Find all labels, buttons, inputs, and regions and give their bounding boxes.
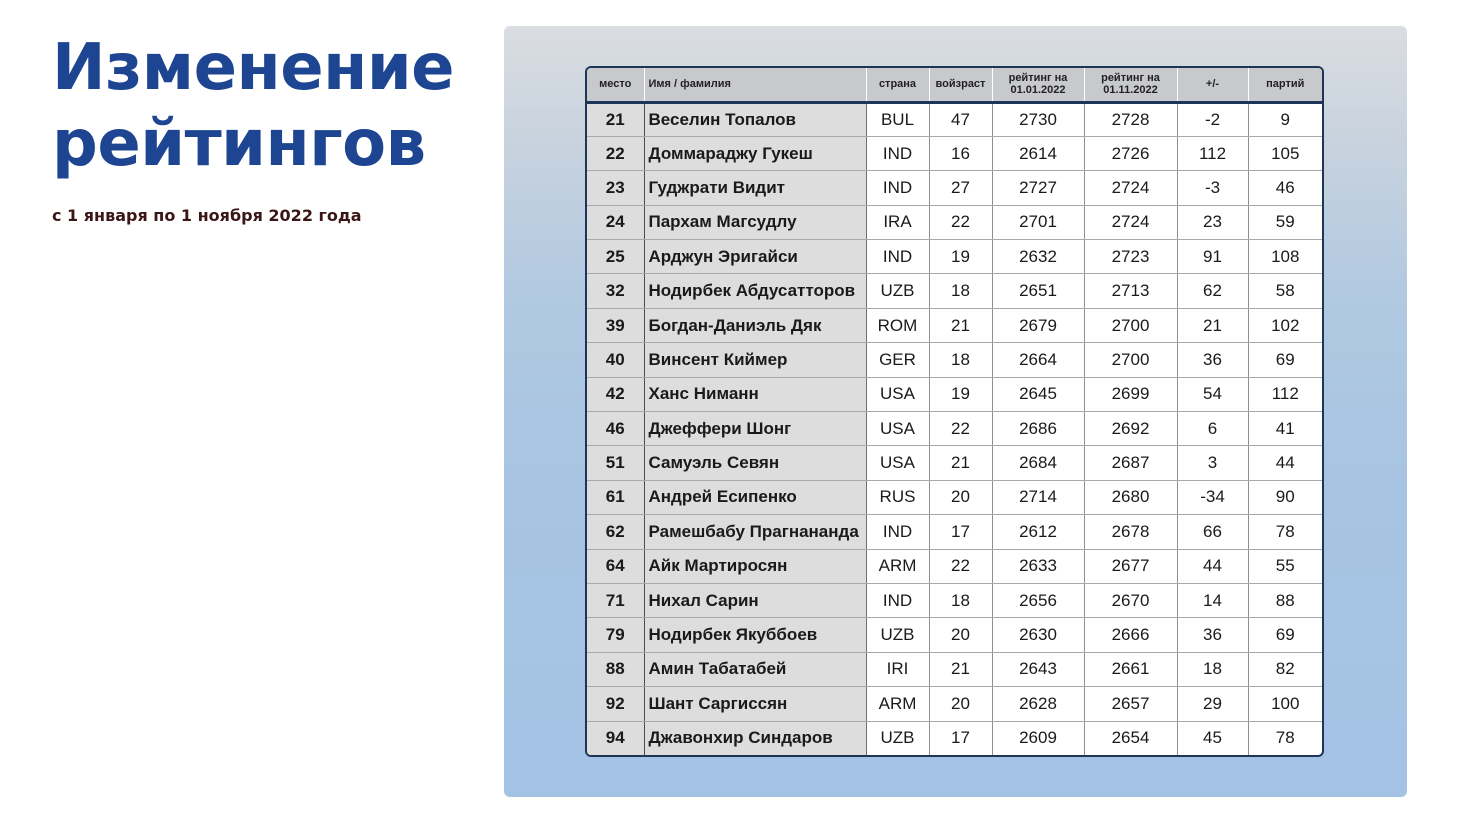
table-row	[587, 687, 1322, 721]
cell-rank: 32	[587, 274, 644, 308]
cell-rank: 39	[587, 308, 644, 342]
cell-games: 59	[1248, 205, 1322, 239]
cell-change: 54	[1177, 377, 1248, 411]
cell-country: IND	[866, 171, 929, 205]
cell-rating-end: 2699	[1084, 377, 1177, 411]
table-row	[587, 377, 1322, 411]
header-country: страна	[866, 68, 929, 102]
cell-change: 62	[1177, 274, 1248, 308]
cell-games: 108	[1248, 240, 1322, 274]
cell-country: IND	[866, 515, 929, 549]
cell-rating-start: 2686	[992, 412, 1084, 446]
header-name: Имя / фамилия	[644, 68, 866, 102]
cell-rank: 46	[587, 412, 644, 446]
table-row	[587, 721, 1322, 755]
cell-change: 18	[1177, 652, 1248, 686]
cell-player-name: Шант Саргиссян	[644, 687, 866, 721]
table-row	[587, 274, 1322, 308]
cell-rank: 24	[587, 205, 644, 239]
cell-rating-start: 2701	[992, 205, 1084, 239]
cell-rank: 88	[587, 652, 644, 686]
cell-rating-start: 2630	[992, 618, 1084, 652]
cell-rating-start: 2664	[992, 343, 1084, 377]
cell-age: 27	[929, 171, 992, 205]
cell-player-name: Пархам Магсудлу	[644, 205, 866, 239]
cell-rank: 62	[587, 515, 644, 549]
cell-rank: 94	[587, 721, 644, 755]
cell-player-name: Веселин Топалов	[644, 102, 866, 136]
cell-games: 82	[1248, 652, 1322, 686]
cell-rank: 25	[587, 240, 644, 274]
ratings-table-frame	[585, 66, 1324, 757]
cell-age: 21	[929, 308, 992, 342]
page-title	[52, 30, 454, 182]
cell-rank: 40	[587, 343, 644, 377]
cell-age: 22	[929, 549, 992, 583]
header-games: партий	[1248, 68, 1322, 102]
cell-rating-end: 2666	[1084, 618, 1177, 652]
cell-country: IRI	[866, 652, 929, 686]
cell-rating-end: 2661	[1084, 652, 1177, 686]
cell-games: 58	[1248, 274, 1322, 308]
cell-games: 78	[1275, 728, 1295, 748]
cell-change: 45	[1177, 721, 1248, 755]
page-title-line-2: рейтингов	[52, 107, 426, 181]
cell-rating-start: 2628	[992, 687, 1084, 721]
cell-rating-end: 2678	[1084, 515, 1177, 549]
table-row	[587, 480, 1322, 514]
cell-rating-end: 2724	[1084, 205, 1177, 239]
table-row	[587, 618, 1322, 652]
cell-games: 41	[1248, 412, 1322, 446]
cell-country: IRA	[866, 205, 929, 239]
cell-rating-end: 2724	[1084, 171, 1177, 205]
cell-age: 19	[929, 240, 992, 274]
cell-change: 6	[1177, 412, 1248, 446]
cell-country: UZB	[866, 274, 929, 308]
cell-age: 18	[929, 274, 992, 308]
cell-games: 78	[1248, 515, 1322, 549]
table-row	[587, 446, 1322, 480]
cell-rating-end: 2677	[1084, 549, 1177, 583]
cell-player-name: Винсент Киймер	[644, 343, 866, 377]
cell-age: 21	[929, 652, 992, 686]
cell-games: 9	[1248, 102, 1322, 136]
table-header-row	[587, 68, 1322, 102]
cell-change: 44	[1177, 549, 1248, 583]
cell-change: -3	[1177, 171, 1248, 205]
cell-rating-end: 2692	[1084, 412, 1177, 446]
cell-rating-end: 2654	[1084, 721, 1177, 755]
cell-player-name: Богдан-Даниэль Дяк	[644, 308, 866, 342]
cell-rating-start: 2609	[992, 721, 1084, 755]
table-row	[587, 412, 1322, 446]
cell-rating-start: 2651	[992, 274, 1084, 308]
cell-games: 90	[1248, 480, 1322, 514]
cell-player-name: Доммараджу Гукеш	[644, 136, 866, 170]
cell-age: 17	[929, 721, 992, 755]
header-rating-start-line-1: рейтинг на	[1008, 72, 1068, 85]
cell-country: ROM	[866, 308, 929, 342]
cell-player-name: Джавонхир Синдаров	[644, 721, 866, 755]
table-row	[587, 102, 1322, 136]
cell-player-name: Ханс Ниманн	[644, 377, 866, 411]
cell-rating-end: 2680	[1084, 480, 1177, 514]
cell-rating-end: 2700	[1084, 343, 1177, 377]
cell-rating-start: 2656	[992, 583, 1084, 617]
cell-country: UZB	[866, 721, 929, 755]
cell-change: 36	[1177, 343, 1248, 377]
cell-games: 88	[1248, 583, 1322, 617]
cell-player-name: Нихал Сарин	[644, 583, 866, 617]
cell-player-name: Самуэль Севян	[644, 446, 866, 480]
cell-games: 102	[1248, 308, 1322, 342]
cell-games: 100	[1248, 687, 1322, 721]
ratings-table	[587, 68, 1322, 755]
cell-rating-start: 2633	[992, 549, 1084, 583]
cell-rating-start: 2612	[992, 515, 1084, 549]
cell-player-name: Рамешбабу Прагнананда	[644, 515, 866, 549]
header-rating-end-line-1: рейтинг на	[1101, 72, 1160, 85]
cell-rating-end: 2657	[1084, 687, 1177, 721]
cell-country: IND	[866, 240, 929, 274]
cell-games: 69	[1248, 618, 1322, 652]
cell-games: 44	[1248, 446, 1322, 480]
cell-change: 112	[1177, 136, 1248, 170]
cell-rating-start: 2645	[992, 377, 1084, 411]
table-row	[587, 515, 1322, 549]
cell-rating-end: 2713	[1084, 274, 1177, 308]
cell-rank: 64	[587, 549, 644, 583]
table-row	[587, 136, 1322, 170]
cell-age: 20	[929, 618, 992, 652]
header-rating-start-line-2: 01.01.2022	[1010, 84, 1066, 97]
table-row	[587, 171, 1322, 205]
cell-player-name: Андрей Есипенко	[644, 480, 866, 514]
table-row	[587, 343, 1322, 377]
cell-games: 112	[1248, 377, 1322, 411]
cell-rating-end: 2723	[1084, 240, 1177, 274]
cell-player-name: Нодирбек Абдусатторов	[644, 274, 866, 308]
cell-change: 21	[1177, 308, 1248, 342]
cell-player-name: Айк Мартиросян	[644, 549, 866, 583]
cell-rating-end: 2700	[1084, 308, 1177, 342]
cell-country: IND	[866, 136, 929, 170]
cell-country: RUS	[866, 480, 929, 514]
cell-age: 22	[929, 205, 992, 239]
cell-rank: 51	[587, 446, 644, 480]
table-row	[587, 240, 1322, 274]
cell-country: USA	[866, 446, 929, 480]
cell-player-name: Амин Табатабей	[644, 652, 866, 686]
cell-player-name: Джеффери Шонг	[644, 412, 866, 446]
cell-player-name: Гуджрати Видит	[644, 171, 866, 205]
cell-rating-start: 2614	[992, 136, 1084, 170]
cell-change: -34	[1177, 480, 1248, 514]
cell-age: 21	[929, 446, 992, 480]
cell-age: 17	[929, 515, 992, 549]
cell-change: 91	[1177, 240, 1248, 274]
table-row	[587, 205, 1322, 239]
cell-country: ARM	[866, 549, 929, 583]
cell-rank: 92	[587, 687, 644, 721]
table-row	[587, 549, 1322, 583]
cell-country: UZB	[866, 618, 929, 652]
cell-rank: 23	[587, 171, 644, 205]
table-row	[587, 652, 1322, 686]
page-title-line-1: Изменение	[52, 31, 455, 105]
header-rating-end-line-2: 01.11.2022	[1103, 84, 1158, 97]
cell-player-name: Нодирбек Якуббоев	[644, 618, 866, 652]
cell-rating-start: 2730	[992, 102, 1084, 136]
cell-rank: 79	[587, 618, 644, 652]
cell-rating-end: 2687	[1084, 446, 1177, 480]
cell-player-name: Арджун Эригайси	[644, 240, 866, 274]
cell-rating-end: 2728	[1084, 102, 1177, 136]
cell-rating-start: 2679	[992, 308, 1084, 342]
cell-country: GER	[866, 343, 929, 377]
cell-age: 16	[929, 136, 992, 170]
cell-change: 36	[1177, 618, 1248, 652]
cell-age: 20	[929, 480, 992, 514]
cell-rank: 71	[587, 583, 644, 617]
cell-change: 14	[1177, 583, 1248, 617]
cell-country: USA	[866, 377, 929, 411]
cell-rank: 21	[587, 102, 644, 136]
cell-country: ARM	[866, 687, 929, 721]
cell-rating-start: 2632	[992, 240, 1084, 274]
cell-rank: 61	[587, 480, 644, 514]
cell-change: -2	[1177, 102, 1248, 136]
header-age: войзраст	[929, 68, 992, 102]
cell-change: 3	[1177, 446, 1248, 480]
header-rank: место	[587, 68, 644, 102]
cell-rating-end: 2726	[1084, 136, 1177, 170]
header-change: +/-	[1177, 68, 1248, 102]
cell-rank: 42	[587, 377, 644, 411]
table-body	[587, 102, 1322, 755]
page-subtitle: с 1 января по 1 ноября 2022 года	[52, 206, 362, 225]
cell-rating-end: 2670	[1084, 583, 1177, 617]
cell-age: 47	[929, 102, 992, 136]
cell-age: 18	[929, 583, 992, 617]
cell-change: 66	[1177, 515, 1248, 549]
header-rating-start	[992, 68, 1084, 102]
cell-games: 55	[1248, 549, 1322, 583]
cell-age: 19	[929, 377, 992, 411]
table-row	[587, 583, 1322, 617]
table-row	[587, 308, 1322, 342]
cell-games: 46	[1248, 171, 1322, 205]
cell-games: 69	[1248, 343, 1322, 377]
header-rating-end	[1084, 68, 1177, 102]
cell-rank: 22	[587, 136, 644, 170]
cell-age: 20	[929, 687, 992, 721]
cell-rating-start: 2684	[992, 446, 1084, 480]
cell-games: 105	[1248, 136, 1322, 170]
cell-change: 29	[1177, 687, 1248, 721]
cell-country: IND	[866, 583, 929, 617]
cell-rating-start: 2714	[992, 480, 1084, 514]
cell-change: 23	[1177, 205, 1248, 239]
cell-age: 18	[929, 343, 992, 377]
cell-country: BUL	[866, 102, 929, 136]
cell-age: 22	[929, 412, 992, 446]
cell-country: USA	[866, 412, 929, 446]
cell-rating-start: 2643	[992, 652, 1084, 686]
cell-rating-start: 2727	[992, 171, 1084, 205]
